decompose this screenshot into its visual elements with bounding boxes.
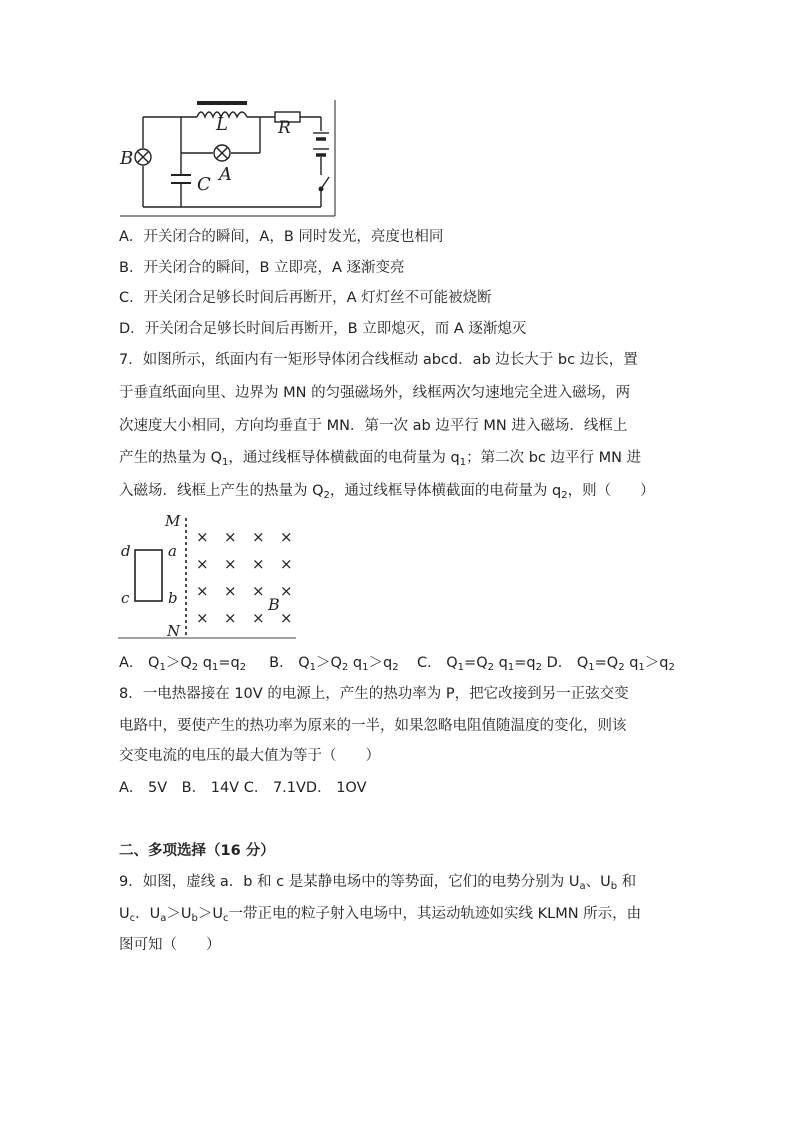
section-2-title: 二、多项选择（16 分） [119, 843, 275, 859]
q8-options: A． 5V B． 14V C． 7.1VD． 1OV [119, 780, 367, 796]
battery-icon [313, 133, 329, 155]
label-C: C [197, 174, 211, 195]
field-crosses: × × × × × × × × × × × × × × × × [196, 528, 293, 627]
q7-line-4: 产生的热量为 $Q_1$，通过线框导体横截面的电荷量为 $q_1$；第二次 bc 边平行 MN 进 [119, 450, 642, 468]
q8-line-2: 电路中，要使产生的热功率为原来的一半，如果忽略电阻值随温度的变化，则该 [119, 718, 627, 734]
label-N: N [167, 622, 181, 640]
label-R: R [278, 118, 291, 138]
q8-line-1: 8．一电热器接在 10V 的电源上，产生的热功率为 P，把它改接到另一正弦交变 [119, 686, 629, 702]
circuit-diagram [115, 95, 345, 220]
wire-frame-abcd [135, 550, 162, 601]
lamp-A-icon [214, 145, 230, 161]
q7-line-2: 于垂直纸面向里、边界为 MN 的匀强磁场外，线框两次匀速地完全进入磁场，两 [119, 385, 631, 401]
q6-option-a: A．开关闭合的瞬间，A，B 同时发光，亮度也相同 [119, 229, 444, 245]
lamp-B-icon [135, 149, 151, 165]
switch-icon [319, 167, 329, 197]
label-L: L [216, 114, 228, 135]
label-c: c [121, 589, 130, 607]
q7-line-1: 7．如图所示，纸面内有一矩形导体闭合线框动 abcd．ab 边长大于 bc 边长，置 [119, 352, 638, 368]
q9-line-1: 9．如图，虚线 a．b 和 c 是某静电场中的等势面，它们的电势分别为 $U_a$、$U_b$ 和 [119, 874, 637, 892]
q9-line-3: 图可知（ ） [119, 937, 221, 953]
label-A: A [219, 164, 232, 185]
q7-options: A． $Q_1>Q_2$ $q_1=q_2$ B． $Q_1>Q_2$ $q_1>q_2$ C． $Q_1=Q_2$ $q_1=q_2$ D． $Q_1=Q_2$ $q_1>q_2$ [119, 655, 675, 673]
q7-line-5: 入磁场．线框上产生的热量为 $Q_2$，通过线框导体横截面的电荷量为 $q_2$，则（ ） [119, 483, 655, 501]
label-b: b [168, 589, 178, 607]
q9-line-2: $U_c$．$U_a>U_b>U_c$一带正电的粒子射入电场中，其运动轨迹如实线 KLMN 所示，由 [119, 906, 642, 924]
label-field-B: B [268, 595, 280, 614]
label-d: d [121, 542, 131, 560]
q7-line-3: 次速度大小相同，方向均垂直于 MN．第一次 ab 边平行 MN 进入磁场．线框上 [119, 418, 628, 434]
q8-line-3: 交变电流的电压的最大值为等于（ ） [119, 748, 380, 764]
label-M: M [165, 512, 181, 530]
q6-option-b: B．开关闭合的瞬间，B 立即亮，A 逐渐变亮 [119, 260, 405, 276]
q6-option-c: C．开关闭合足够长时间后再断开，A 灯灯丝不可能被烧断 [119, 290, 492, 306]
label-B: B [120, 148, 134, 169]
label-a: a [168, 542, 177, 560]
capacitor-icon [171, 175, 191, 183]
q6-option-d: D．开关闭合足够长时间后再断开，B 立即熄灭，而 A 逐渐熄灭 [119, 321, 527, 337]
